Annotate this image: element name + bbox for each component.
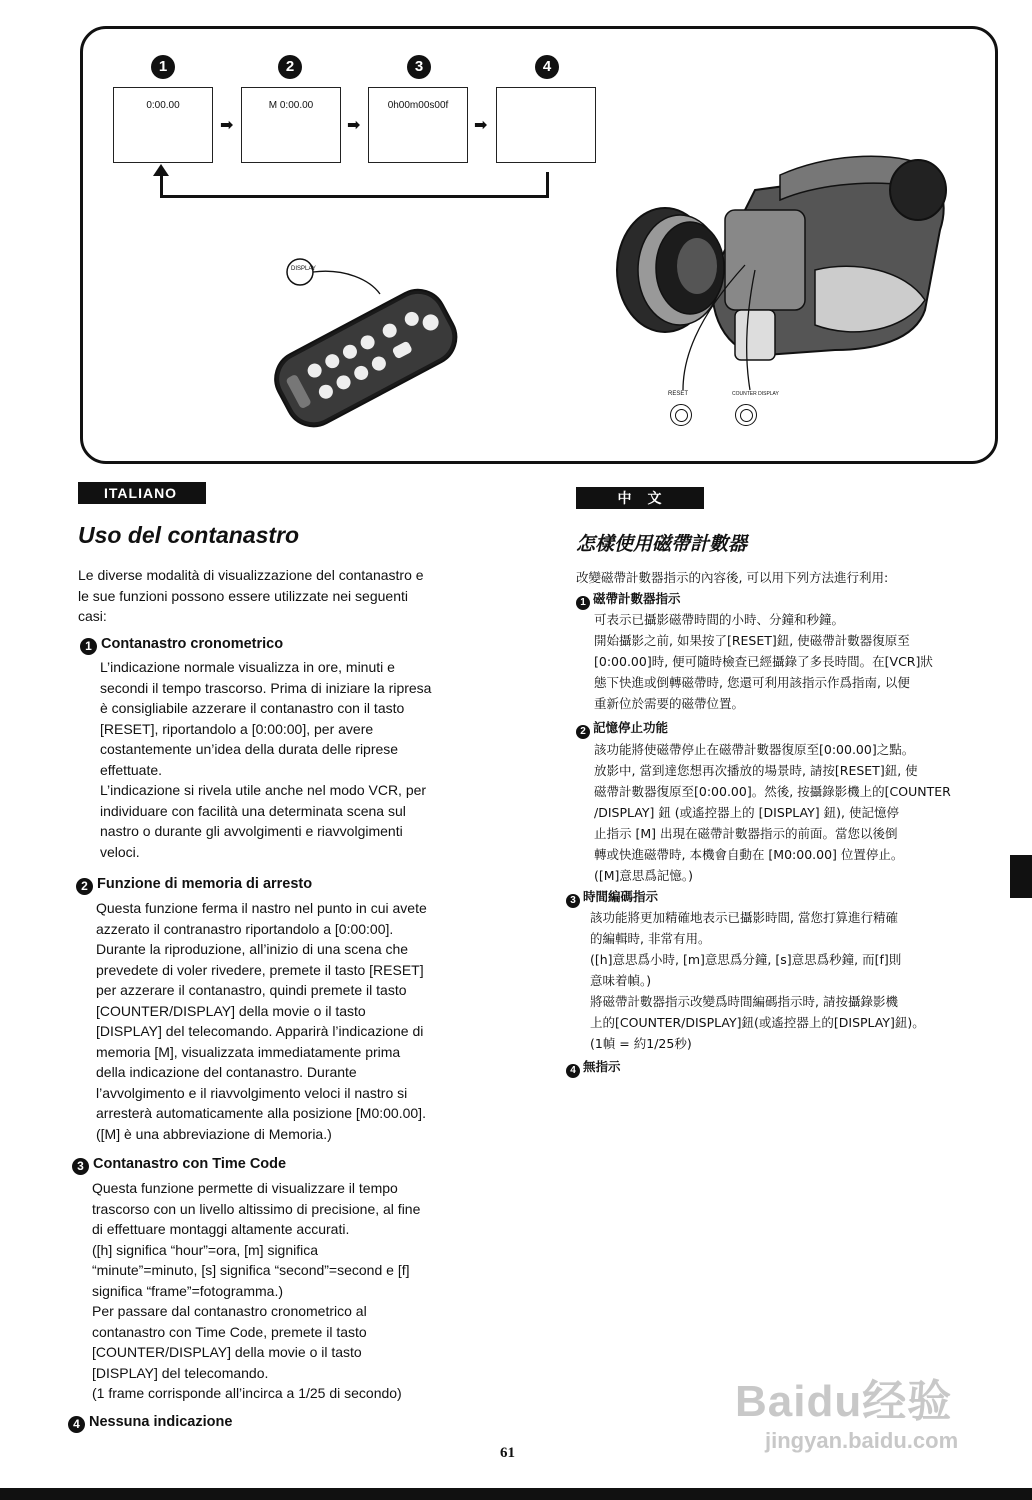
- page-number: 61: [500, 1445, 515, 1461]
- step-badge-2: 2: [278, 55, 302, 79]
- item-body-chinese-2: 該功能將使磁帶停止在磁帶計數器復原至[0:00.00]之點。 放影中, 當到達您想再次播放的場景時, 請按[RESET]鈕, 使 磁帶計數器復原至[0:00.00]。然後, 按攝錄影機上的[COUNTER /DISPLAY] 鈕 (或遙控器上的 [DISPLAY] 鈕), 使記憶停 止指示 [M] 出現在磁帶計數器指示的前面。當您以後倒 轉或快進磁帶時, 本機會自動在 [M0:00.00] 位置停止。 ([M]意思爲記憶。): [594, 742, 951, 883]
- item-heading-chinese-1: 1 磁帶計數器指示: [576, 589, 681, 610]
- item-body-chinese-3: 該功能將更加精確地表示已攝影時間, 當您打算進行精確 的編輯時, 非常有用。 ([h]意思爲小時, [m]意思爲分鐘, [s]意思爲秒鐘, 而[f]則 意味着幀。) 將磁帶計數器指示改變爲時間編碼指示時, 請按攝錄影機 上的[COUNTER/DISPLAY]鈕(或遙控器上的[DISPLAY]鈕)。 (1幀 = 約1/25秒): [590, 910, 925, 1051]
- item-heading-italian-4: 4 Nessuna indicazione: [68, 1414, 232, 1433]
- camcorder-icon: [617, 156, 946, 360]
- intro-chinese: 改變磁帶計數器指示的內容後, 可以用下列方法進行利用:: [576, 570, 889, 585]
- loop-line: [546, 172, 549, 198]
- number-3-icon: 3: [72, 1158, 89, 1175]
- arrow-right-icon: ➡: [474, 115, 488, 134]
- number-2-icon: 2: [576, 725, 590, 739]
- remote-control-icon: [265, 280, 466, 436]
- display-screen-1: 0:00.00: [113, 87, 213, 163]
- loop-line: [160, 174, 163, 198]
- item-heading-chinese-2: 2 記憶停止功能: [576, 718, 668, 739]
- display-screen-2: M 0:00.00: [241, 87, 341, 163]
- item-heading-italian-1: 1 Contanastro cronometrico: [80, 636, 283, 655]
- item-body-chinese-1: 可表示已攝影磁帶時間的小時、分鐘和秒鐘。 開始攝影之前, 如果按了[RESET]鈕, 使磁帶計數器復原至 [0:00.00]時, 便可隨時檢查已經攝錄了多長時間。在[VCR]狀 態下快進或倒轉磁帶時, 您還可利用該指示作爲指南, 以便 重新位於需要的磁帶位置。: [594, 612, 933, 711]
- section-title-italian: Uso del contanastro: [78, 522, 300, 548]
- counter-display-button-icon: [735, 404, 757, 426]
- display-button-callout-icon: [287, 259, 316, 285]
- arrow-right-icon: ➡: [220, 115, 234, 134]
- number-1-icon: 1: [80, 638, 97, 655]
- step-badge-4: 4: [535, 55, 559, 79]
- step-badge-1: 1: [151, 55, 175, 79]
- bottom-border: [0, 1488, 1032, 1500]
- reset-label: RESET: [668, 391, 689, 397]
- arrow-up-icon: [153, 164, 169, 176]
- item-heading-italian-3: 3 Contanastro con Time Code: [72, 1156, 286, 1175]
- item-heading-chinese-3: 3 時間編碼指示: [566, 887, 658, 908]
- item-heading-italian-2: 2 Funzione di memoria di arresto: [76, 876, 312, 895]
- remote-control-illustration: [255, 250, 475, 440]
- number-1-icon: 1: [576, 596, 590, 610]
- section-title-chinese: 怎樣使用磁帶計數器: [576, 533, 748, 555]
- number-4-icon: 4: [68, 1416, 85, 1433]
- loop-line: [160, 195, 549, 198]
- number-3-icon: 3: [566, 894, 580, 908]
- reset-button-icon: [670, 404, 692, 426]
- item-body-italian-3: Questa funzione permette di visualizzare il tempo trascorso con un livello altissimo di precisione, al fine di effettuare montaggi altamente accurati. ([h] significa “hour”=ora, [m] significa “minute”=minuto, [s] significa “second”=second e [f] significa “frame”=fotogramma.) Per passare dal contanastro cronometrico al contanastro con Time Code, premete il tasto [COUNTER/DISPLAY] della movie o il tasto [DISPLAY] del telecomando. (1 frame corrisponde all’incirca a 1/25 di secondo): [92, 1180, 421, 1401]
- page-edge-tab: [1010, 855, 1032, 898]
- item-body-italian-1: L’indicazione normale visualizza in ore, minuti e secondi il tempo trascorso. Prima di iniziare la ripresa è consigliabile azzerare il contanastro con il tasto [RESET], riportandolo a [0:00:00], per avere costantemente un’idea della durata delle riprese effettuate. L’indicazione si rivela utile anche nel modo VCR, per individuare con facilità una determinata scena sul nastro o durante gli avvolgimenti e riavvolgimenti veloci.: [100, 659, 432, 860]
- number-2-icon: 2: [76, 878, 93, 895]
- number-4-icon: 4: [566, 1064, 580, 1078]
- counter-display-label: COUNTER DISPLAY: [732, 391, 779, 397]
- display-screen-4: [496, 87, 596, 163]
- camcorder-illustration: [605, 150, 965, 440]
- step-badge-3: 3: [407, 55, 431, 79]
- language-tag-italian: ITALIANO: [78, 482, 206, 504]
- language-tag-chinese: 中 文: [576, 487, 704, 509]
- item-body-italian-2: Questa funzione ferma il nastro nel punto in cui avete azzerato il contranastro riportandolo a [0:00:00]. Durante la riproduzione, all’inizio di una scena che prevedete di voler rivedere, premete il tasto [RESET] per azzerare il contanastro, quindi premete il tasto [COUNTER/DISPLAY] della movie o il tasto [DISPLAY] del telecomando. Apparirà l’indicazione di memoria [M], visualizzata immediatamente prima della indicazione del contanastro. Durante l’avvolgimento e il riavvolgimento veloci il nastro si arresterà automaticamente alla posizione [M0:00.00]. ([M] è una abbreviazione di Memoria.): [96, 900, 427, 1142]
- watermark-brand: Baidu经验: [735, 1377, 953, 1426]
- watermark-url: jingyan.baidu.com: [765, 1428, 959, 1453]
- display-screen-3: 0h00m00s00f: [368, 87, 468, 163]
- arrow-right-icon: ➡: [347, 115, 361, 134]
- intro-italian: Le diverse modalità di visualizzazione del contanastro e le sue funzioni possono essere utilizzate nei seguenti casi:: [78, 567, 424, 624]
- item-heading-chinese-4: 4 無指示: [566, 1057, 621, 1078]
- remote-display-label: DISPLAY: [291, 266, 316, 272]
